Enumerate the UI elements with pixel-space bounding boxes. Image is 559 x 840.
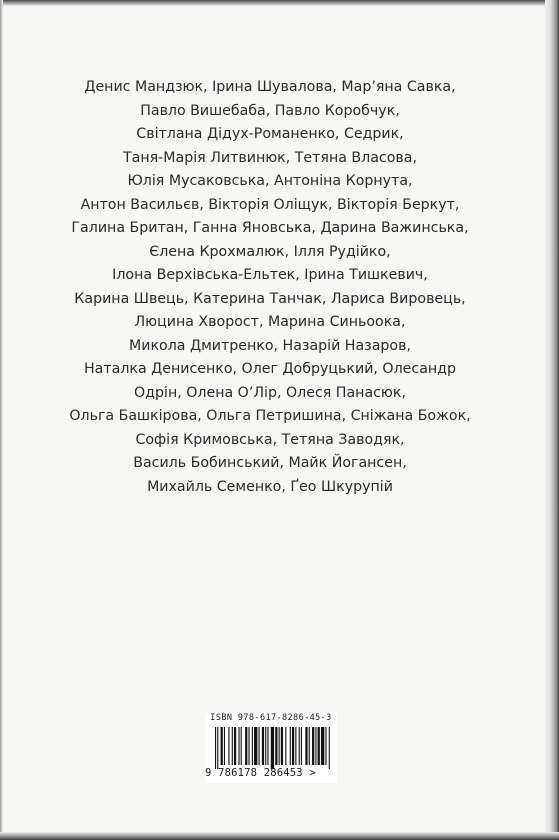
contributors-line: Ольга Башкірова, Ольга Петришина, Сніжана Божок,	[69, 408, 471, 424]
scan-edge-left	[0, 0, 3, 840]
contributors-line: Ілона Верхівська-Ельтек, Ірина Тишкевич,	[112, 267, 428, 283]
barcode-bar	[325, 727, 326, 765]
barcode-bar	[279, 727, 280, 765]
contributors-line: Софія Кримовська, Тетяна Заводяк,	[135, 431, 405, 448]
isbn-label: ISBN 978-617-8286-45-3	[210, 713, 332, 723]
barcode-bar	[271, 727, 274, 769]
contributors-line: Антон Васильєв, Вікторія Оліщук, Вікторія Беркут,	[80, 196, 460, 213]
isbn-barcode	[205, 713, 337, 783]
barcode-bar	[295, 727, 296, 765]
barcode-bar	[215, 727, 216, 769]
barcode-bar	[248, 727, 249, 765]
barcode-digits: 9 786178 286453 >	[205, 767, 316, 779]
contributors-line: Павло Вишебаба, Павло Коробчук,	[140, 102, 400, 119]
barcode-bar	[290, 727, 291, 765]
barcode-bar	[262, 727, 264, 765]
barcode-bar	[309, 727, 310, 765]
barcode-bar	[305, 727, 307, 765]
contributors-line: Денис Мандзюк, Ірина Шувалова, Мар’яна Савка,	[84, 79, 456, 95]
barcode-bar	[312, 727, 314, 765]
contributors-line: Єлена Крохмалюк, Ілля Рудійко,	[149, 243, 391, 260]
contributors-line: Микола Дмитренко, Назарій Назаров,	[129, 337, 411, 354]
contributors-line: Юлія Мусаковська, Антоніна Корнута,	[127, 173, 413, 189]
barcode-bar	[275, 727, 277, 765]
barcode-bar	[299, 727, 300, 765]
contributors-line: Михайль Семенко, Ґео Шкурупій	[147, 478, 393, 495]
contributors-line: Наталка Денисенко, Олег Добруцький, Олесандр	[84, 361, 456, 377]
barcode-bar	[221, 727, 223, 765]
barcode-bar	[217, 727, 218, 769]
contributors-line: Галина Британ, Ганна Яновська, Дарина Важинська,	[71, 220, 469, 236]
contributors-line: Люцина Хворост, Марина Синьоока,	[134, 314, 406, 330]
barcode-bar	[267, 727, 268, 765]
contributors-line: Таня-Марія Литвинюк, Тетяна Власова,	[123, 149, 417, 166]
barcode-bar	[329, 727, 330, 769]
barcode-bar	[301, 727, 302, 765]
scan-edge-bottom	[0, 832, 559, 840]
barcode-bar	[281, 727, 283, 765]
barcode-bar	[234, 727, 236, 765]
barcode-bar	[241, 727, 242, 765]
barcode-bar	[224, 727, 225, 765]
barcode-bar	[238, 727, 239, 765]
book-spine-edge	[545, 0, 559, 840]
barcode-bar	[318, 727, 320, 765]
barcode-bar	[228, 727, 229, 765]
barcode-bar	[252, 727, 253, 765]
barcode-bar	[259, 727, 260, 765]
scan-edge-top	[0, 0, 559, 6]
barcode-bars	[215, 727, 331, 769]
barcode-bar	[265, 727, 266, 765]
barcode-bar	[292, 727, 294, 765]
contributors-list	[40, 76, 500, 499]
contributors-line: Карина Швець, Катерина Танчак, Лариса Вировець,	[74, 290, 466, 307]
barcode-bar	[315, 727, 316, 765]
contributors-line: Одрін, Олена О’Лір, Олеся Панасюк,	[134, 384, 406, 401]
barcode-bar	[254, 727, 257, 765]
barcode-bar	[232, 727, 233, 765]
barcode-bar	[321, 727, 324, 765]
barcode-bar	[285, 727, 286, 765]
barcode-bar	[245, 727, 247, 765]
contributors-line: Василь Бобинський, Майк Йогансен,	[133, 455, 407, 471]
contributors-line: Світлана Дідух-Романенко, Седрик,	[136, 126, 404, 142]
